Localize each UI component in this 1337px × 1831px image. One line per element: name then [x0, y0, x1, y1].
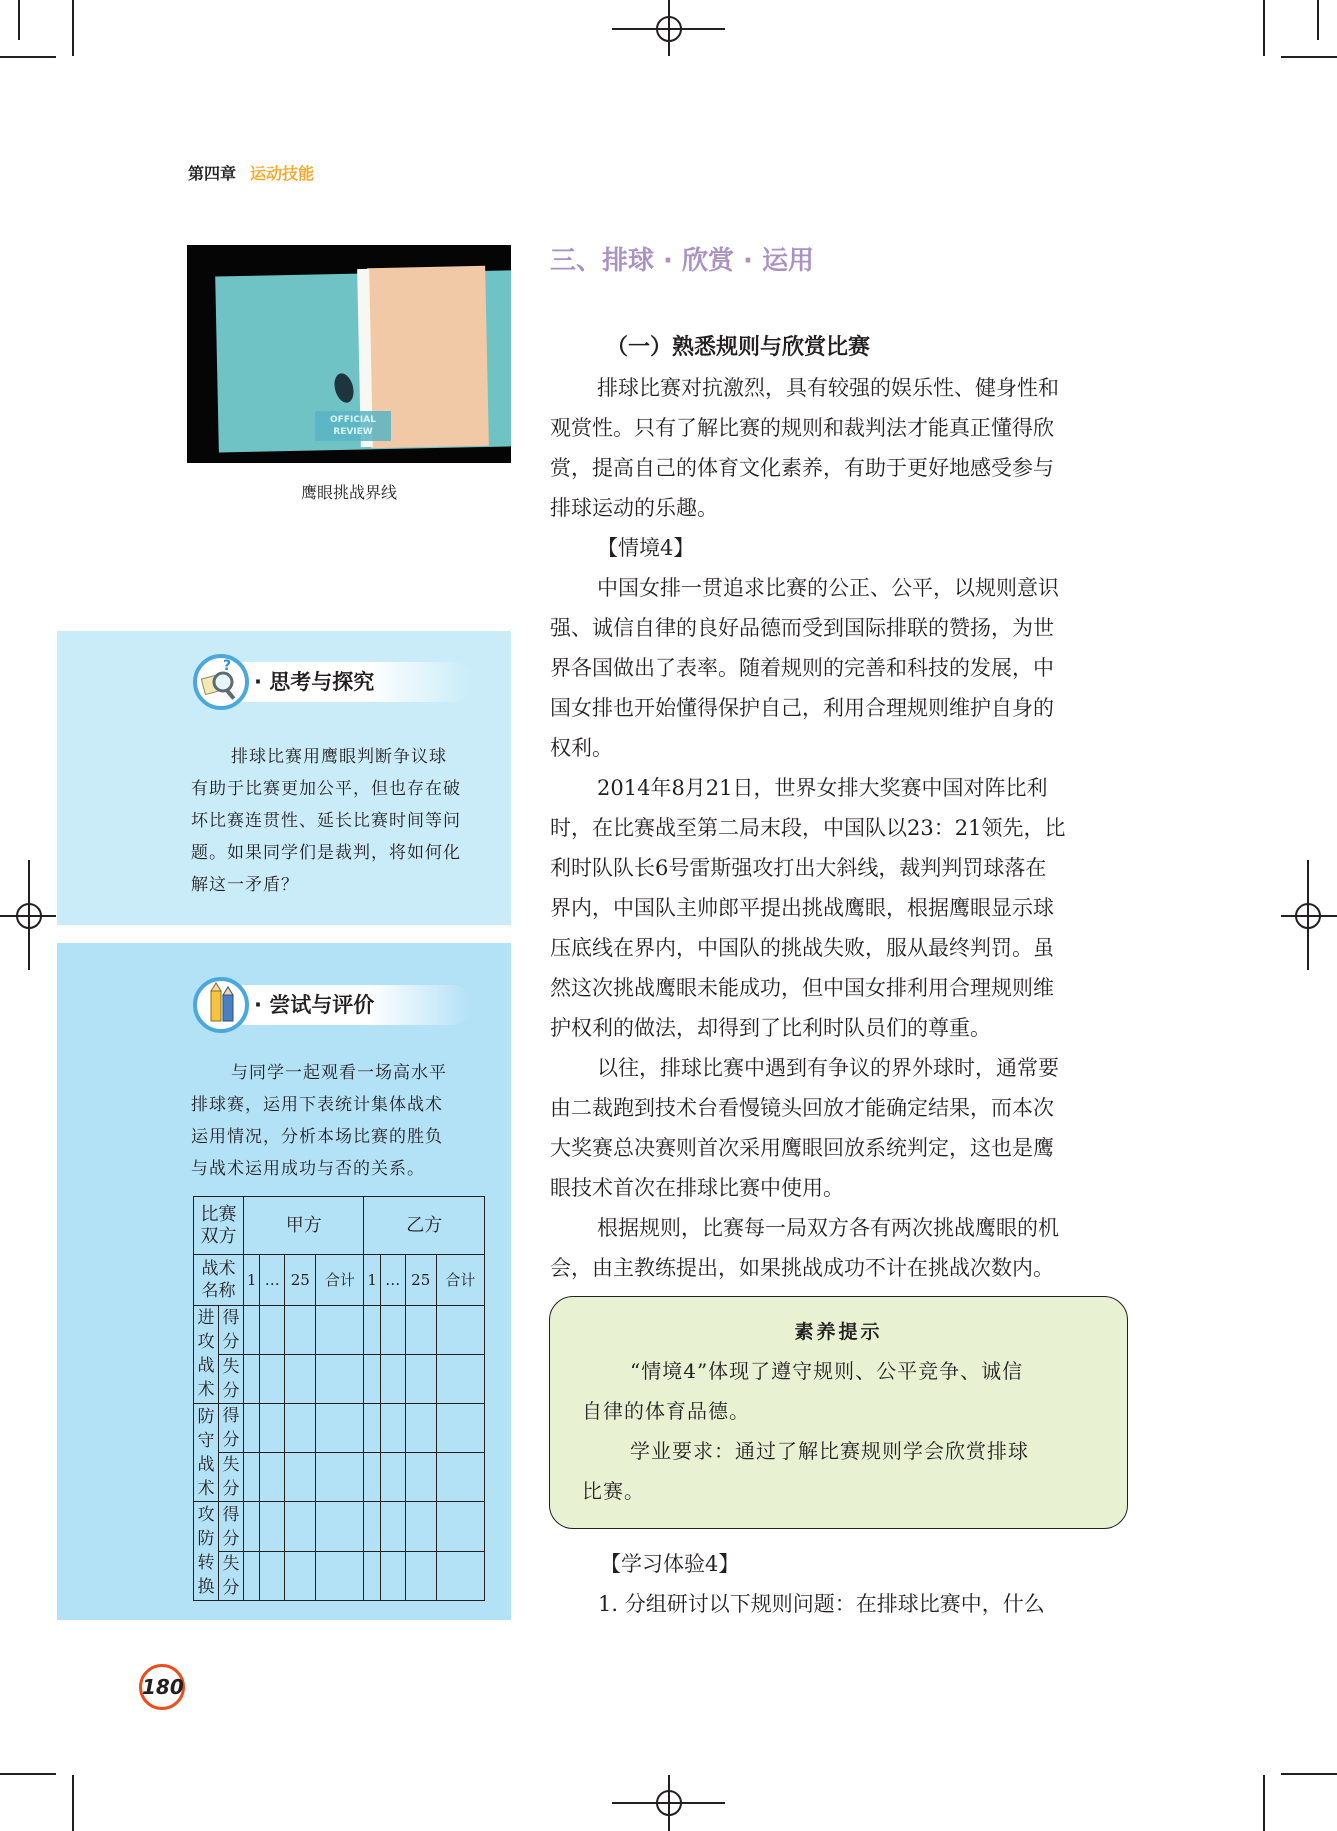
paragraph-1: 排球比赛对抗激烈，具有较强的娱乐性、健身性和 观赏性。只有了解比赛的规则和裁判法才能真正懂得欣 赏，提高自己的体育文化素养，有助于更好地感受参与 排球运动的乐趣。	[550, 376, 1059, 520]
magnifier-svg	[197, 658, 245, 706]
literacy-tip-box	[549, 1296, 1128, 1529]
table-cell	[405, 1551, 436, 1600]
table-cell	[380, 1551, 405, 1600]
table-cell	[405, 1453, 436, 1502]
paragraph-4: 以往，排球比赛中遇到有争议的界外球时，通常要 由二裁跑到技术台看慢镜头回放才能确定结果，而本次 大奖赛总决赛则首次采用鹰眼回放系统判定，这也是鹰 眼技术首次在排球比赛中使用。	[550, 1056, 1059, 1200]
think-explore-text: 排球比赛用鹰眼判断争议球 有助于比赛更加公平，但也存在破 坏比赛连贯性、延长比赛时间等问 题。如果同学们是裁判，将如何化 解这一矛盾？	[191, 747, 461, 895]
table-cell	[244, 1453, 260, 1502]
table-cell	[316, 1305, 364, 1354]
table-cell	[244, 1403, 260, 1452]
think-explore-box	[57, 631, 511, 925]
table-cell	[285, 1305, 316, 1354]
literacy-text: “情境4”体现了遵守规则、公平竞争、诚信 自律的体育品德。 学业要求：通过了解比赛规则学会欣赏排球 比赛。	[582, 1359, 1029, 1503]
try-evaluate-text: 与同学一起观看一场高水平 排球赛，运用下表统计集体战术 运用情况，分析本场比赛的胜负 与战术运用成功与否的关系。	[191, 1063, 447, 1179]
chapter-name: 运动技能	[250, 164, 315, 183]
table-cell	[260, 1305, 285, 1354]
paragraph-3: 2014年8月21日，世界女排大奖赛中国对阵比利 时，在比赛战至第二局末段，中国队以23：21领先，比 利时队队长6号雷斯强攻打出大斜线，裁判判罚球落在 界内，中国队主帅郎平提出挑战鹰眼，根据鹰眼显示球 压底线在界内，中国队的挑战失败，服从最终判罚。虽 然这次挑战鹰眼未能成功，但中国女排利用合理规则维 护权利的做法，却得到了比利时队员们的尊重。	[550, 776, 1066, 1040]
corner-cell: 比赛 双方	[194, 1197, 244, 1255]
col-header: 合计	[436, 1255, 484, 1305]
section-title: 三、排球 · 欣赏 · 运用	[550, 246, 814, 276]
table-cell	[380, 1305, 405, 1354]
paragraph-2: 中国女排一贯追求比赛的公正、公平，以规则意识 强、诚信自律的良好品德而受到国际排联的赞扬，为世 界各国做出了表率。随着规则的完善和科技的发展，中 国女排也开始懂得保护自己，利用合理规则维护自身的 权利。	[550, 576, 1059, 760]
overlay-line-2: REVIEW	[333, 427, 373, 437]
table-cell	[405, 1354, 436, 1403]
table-cell	[364, 1403, 380, 1452]
table-cell	[380, 1354, 405, 1403]
table-cell	[436, 1502, 484, 1551]
photo-caption: 鹰眼挑战界线	[300, 483, 397, 502]
paragraph-5: 根据规则，比赛每一局双方各有两次挑战鹰眼的机 会，由主教练提出，如果挑战成功不计在挑战次数内。	[550, 1216, 1059, 1280]
chapter-number: 第四章	[188, 164, 237, 183]
subsection-title: （一）熟悉规则与欣赏比赛	[606, 335, 871, 360]
table-cell	[285, 1403, 316, 1452]
chapter-header	[188, 161, 314, 184]
score-lose: 失 分	[219, 1453, 244, 1502]
hawkeye-photo	[187, 245, 511, 463]
table-cell	[244, 1354, 260, 1403]
group-offense: 进 攻 战 术	[194, 1305, 219, 1403]
table-cell	[436, 1305, 484, 1354]
table-cell	[285, 1551, 316, 1600]
score-get: 得 分	[219, 1403, 244, 1452]
table-cell	[364, 1551, 380, 1600]
table-cell	[405, 1502, 436, 1551]
table-cell	[316, 1502, 364, 1551]
group-transition: 攻 防 转 换	[194, 1502, 219, 1601]
table-cell	[436, 1354, 484, 1403]
table-cell	[244, 1502, 260, 1551]
magnifier-question-icon	[193, 654, 249, 710]
table-cell	[364, 1305, 380, 1354]
group-defense: 防 守 战 术	[194, 1403, 219, 1501]
page-number: 180	[139, 1664, 185, 1710]
table-cell	[260, 1403, 285, 1452]
table-cell	[285, 1502, 316, 1551]
team-a-header: 甲方	[244, 1197, 364, 1255]
table-cell	[364, 1502, 380, 1551]
table-cell	[436, 1403, 484, 1452]
overlay-line-1: OFFICIAL	[330, 415, 376, 425]
official-review-overlay	[315, 411, 391, 441]
table-cell	[285, 1453, 316, 1502]
table-cell	[405, 1305, 436, 1354]
score-lose: 失 分	[219, 1354, 244, 1403]
table-cell	[260, 1551, 285, 1600]
main-body	[550, 368, 1128, 1288]
table-cell	[405, 1403, 436, 1452]
col-header: 25	[405, 1255, 436, 1305]
col-header: …	[260, 1255, 285, 1305]
learning-experience	[550, 1544, 1128, 1624]
try-evaluate-label: · 尝试与评价	[242, 985, 472, 1025]
table-cell	[244, 1305, 260, 1354]
score-lose: 失 分	[219, 1551, 244, 1600]
tactic-name-header: 战术 名称	[194, 1255, 244, 1305]
learning-tag: 【学习体验4】	[600, 1552, 740, 1576]
score-get: 得 分	[219, 1305, 244, 1354]
think-explore-label: · 思考与探究	[242, 662, 472, 702]
table-cell	[244, 1551, 260, 1600]
table-cell	[316, 1453, 364, 1502]
table-cell	[260, 1502, 285, 1551]
table-cell	[260, 1453, 285, 1502]
score-get: 得 分	[219, 1502, 244, 1551]
col-header: 合计	[316, 1255, 364, 1305]
pencil-icon	[193, 977, 249, 1033]
table-cell	[436, 1551, 484, 1600]
table-cell	[364, 1354, 380, 1403]
table-cell	[364, 1453, 380, 1502]
tactics-stat-table	[193, 1196, 485, 1601]
team-b-header: 乙方	[364, 1197, 485, 1255]
col-header: 25	[285, 1255, 316, 1305]
table-cell	[316, 1354, 364, 1403]
svg-text:?: ?	[223, 658, 232, 674]
table-cell	[380, 1403, 405, 1452]
literacy-title: 素养提示	[794, 1321, 883, 1343]
table-cell	[316, 1403, 364, 1452]
table-cell	[260, 1354, 285, 1403]
table-cell	[316, 1551, 364, 1600]
learning-item-1: 1. 分组研讨以下规则问题：在排球比赛中，什么	[598, 1592, 1045, 1616]
table-cell	[380, 1502, 405, 1551]
table-cell	[380, 1453, 405, 1502]
table-cell	[436, 1453, 484, 1502]
pencil-svg	[197, 981, 245, 1029]
col-header: 1	[364, 1255, 380, 1305]
table-cell	[285, 1354, 316, 1403]
col-header: 1	[244, 1255, 260, 1305]
col-header: …	[380, 1255, 405, 1305]
scenario-tag: 【情境4】	[597, 536, 695, 560]
